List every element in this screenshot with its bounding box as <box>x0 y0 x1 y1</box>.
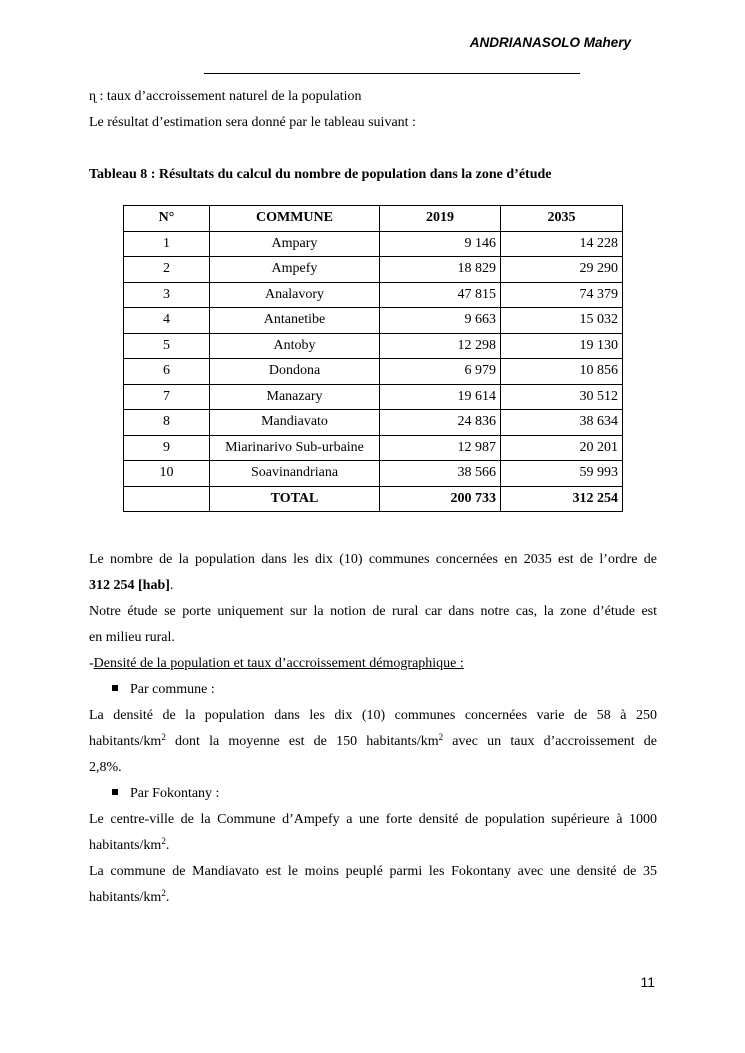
total-empty-cell <box>124 486 210 512</box>
row-number: 4 <box>124 308 210 334</box>
bullet-item-fokontany <box>112 785 219 803</box>
table-row <box>124 359 623 385</box>
paragraph-population-2035-value <box>89 577 657 595</box>
paragraph-mandiavato-line2 <box>89 889 657 907</box>
table-row <box>124 257 623 283</box>
eta-definition: ɳ : taux d’accroissement naturel de la population <box>89 89 362 104</box>
population-table <box>123 205 623 512</box>
square-bullet-icon <box>112 789 118 795</box>
row-2035: 38 634 <box>501 410 623 436</box>
header-commune: COMMUNE <box>210 206 380 232</box>
row-2019: 19 614 <box>380 384 501 410</box>
paragraph-ampefy-line1: Le centre-ville de la Commune d’Ampefy a une forte densité de population supérieure à 1000 <box>89 812 657 827</box>
table-row <box>124 410 623 436</box>
text-fragment: habitants/km <box>89 734 162 749</box>
table-row <box>124 461 623 487</box>
row-2035: 14 228 <box>501 231 623 257</box>
paragraph-density-line2 <box>89 733 657 751</box>
header-rule <box>204 73 580 74</box>
header-2035: 2035 <box>501 206 623 232</box>
row-commune: Ampary <box>210 231 380 257</box>
estimation-line: Le résultat d’estimation sera donné par le tableau suivant : <box>89 115 416 130</box>
row-2035: 19 130 <box>501 333 623 359</box>
bullet-item-commune <box>112 681 215 699</box>
row-2019: 24 836 <box>380 410 501 436</box>
row-2035: 20 201 <box>501 435 623 461</box>
superscript: 2 <box>161 888 166 898</box>
row-2035: 59 993 <box>501 461 623 487</box>
total-2035: 312 254 <box>501 486 623 512</box>
table-header-row <box>124 206 623 232</box>
page-number: 11 <box>640 974 655 990</box>
row-2035: 10 856 <box>501 359 623 385</box>
paragraph-density-line3: 2,8%. <box>89 760 122 775</box>
row-commune: Antanetibe <box>210 308 380 334</box>
row-commune: Analavory <box>210 282 380 308</box>
table-row <box>124 435 623 461</box>
row-2019: 12 987 <box>380 435 501 461</box>
square-bullet-icon <box>112 685 118 691</box>
total-population-value: 312 254 [hab] <box>89 578 170 593</box>
table-caption: Tableau 8 : Résultats du calcul du nombre de population dans la zone d’étude <box>89 167 552 182</box>
text-fragment: dont la moyenne est de 150 habitants/km <box>165 734 439 749</box>
section-dash: - <box>89 656 94 671</box>
superscript: 2 <box>161 732 166 742</box>
row-number: 2 <box>124 257 210 283</box>
total-label: TOTAL <box>210 486 380 512</box>
text-fragment: habitants/km <box>89 890 162 905</box>
row-number: 1 <box>124 231 210 257</box>
row-2019: 9 663 <box>380 308 501 334</box>
row-number: 7 <box>124 384 210 410</box>
row-number: 5 <box>124 333 210 359</box>
row-2019: 38 566 <box>380 461 501 487</box>
table-row <box>124 333 623 359</box>
paragraph-rural-line1: Notre étude se porte uniquement sur la notion de rural car dans notre cas, la zone d’étude est <box>89 604 657 619</box>
row-number: 8 <box>124 410 210 436</box>
table-row <box>124 231 623 257</box>
row-2035: 15 032 <box>501 308 623 334</box>
header-author: ANDRIANASOLO Mahery <box>469 35 631 50</box>
row-number: 3 <box>124 282 210 308</box>
row-2019: 6 979 <box>380 359 501 385</box>
paragraph-population-2035: Le nombre de la population dans les dix (10) communes concernées en 2035 est de l’ordre de <box>89 552 657 567</box>
row-2019: 18 829 <box>380 257 501 283</box>
text-fragment: habitants/km <box>89 838 162 853</box>
table-row <box>124 308 623 334</box>
paragraph-mandiavato-line1: La commune de Mandiavato est le moins peuplé parmi les Fokontany avec une densité de 35 <box>89 864 657 879</box>
superscript: 2 <box>438 732 444 742</box>
table-total-row <box>124 486 623 512</box>
total-2019: 200 733 <box>380 486 501 512</box>
row-2019: 12 298 <box>380 333 501 359</box>
row-number: 10 <box>124 461 210 487</box>
superscript: 2 <box>161 836 166 846</box>
paragraph-rural-line2: en milieu rural. <box>89 630 175 645</box>
row-2035: 74 379 <box>501 282 623 308</box>
table-row <box>124 282 623 308</box>
row-commune: Mandiavato <box>210 410 380 436</box>
row-2035: 29 290 <box>501 257 623 283</box>
sentence-end: . <box>165 838 170 853</box>
row-commune: Ampefy <box>210 257 380 283</box>
section-heading <box>89 655 657 673</box>
row-2019: 9 146 <box>380 231 501 257</box>
section-title: Densité de la population et taux d’accroissement démographique : <box>93 656 464 671</box>
paragraph-density-line1: La densité de la population dans les dix (10) communes concernées varie de 58 à 250 <box>89 708 657 723</box>
bullet-label: Par commune : <box>130 682 215 697</box>
text-fragment: avec un taux d’accroissement de <box>443 734 658 749</box>
row-number: 9 <box>124 435 210 461</box>
row-commune: Antoby <box>210 333 380 359</box>
sentence-end: . <box>165 890 170 905</box>
bullet-label: Par Fokontany : <box>130 786 220 801</box>
row-commune: Miarinarivo Sub-urbaine <box>210 435 380 461</box>
table-row <box>124 384 623 410</box>
paragraph-ampefy-line2 <box>89 837 657 855</box>
row-commune: Soavinandriana <box>210 461 380 487</box>
row-number: 6 <box>124 359 210 385</box>
header-number: N° <box>124 206 210 232</box>
row-commune: Manazary <box>210 384 380 410</box>
row-2019: 47 815 <box>380 282 501 308</box>
row-2035: 30 512 <box>501 384 623 410</box>
header-2019: 2019 <box>380 206 501 232</box>
row-commune: Dondona <box>210 359 380 385</box>
sentence-end: . <box>169 578 174 593</box>
